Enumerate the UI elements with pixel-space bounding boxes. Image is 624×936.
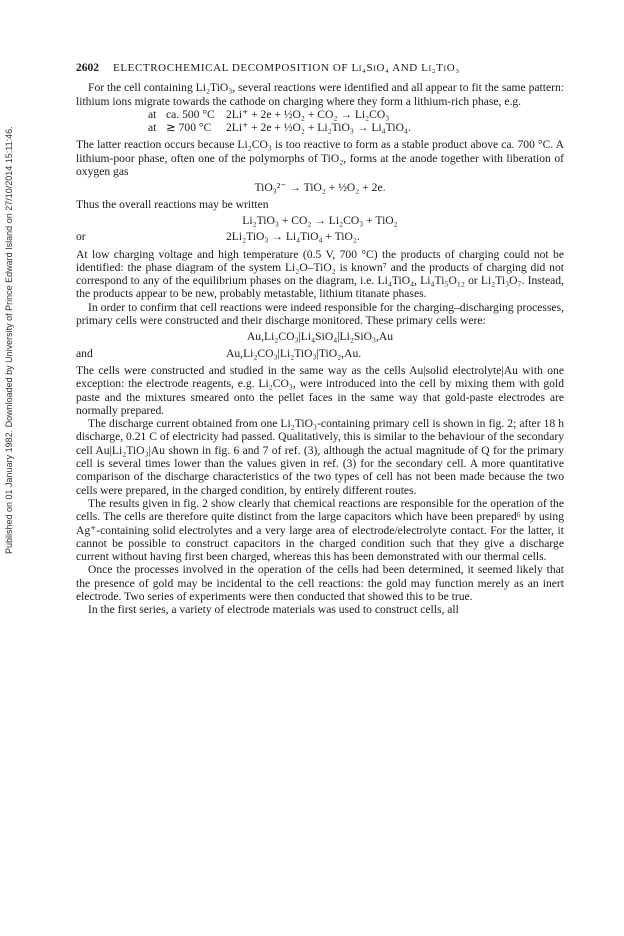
reaction-2-temp: ≳ 700 °C <box>166 121 212 135</box>
reaction-4: Li₂TiO₃ + CO₂ → Li₂CO₃ + TiO₂ <box>242 213 398 227</box>
reaction-5 <box>76 230 564 243</box>
paragraph-1: For the cell containing Li₂TiO₃, several reactions were identified and all appear to fit the same pattern: lithium ions migrate towards the cathode on charging where they form a lithium-rich phase, e.g. <box>76 81 564 108</box>
page-header <box>76 62 564 75</box>
reaction-2-formula: 2Li⁺ + 2e + ½O₂ + Li₂TiO₃ → Li₄TiO₄. <box>226 121 411 135</box>
page-number: 2602 <box>76 62 99 74</box>
paragraph-8: The results given in fig. 2 show clearly that chemical reactions are responsible for the operation of the cells. The cells are therefore quite distinct from the large capacitors which have been prepared⁶ by using Ag⁺-containing solid electrolytes and a very large area of electrode/electrolyte contact. For the latter, it cannot be possible to construct capacitors in the charged condition such that they give a discharge current without having first been charged, whereas this has been demonstrated with our thermal cells. <box>76 496 564 564</box>
paragraph-5: In order to confirm that cell reactions were indeed responsible for the charging–discharging processes, primary cells were constructed and their discharge monitored. These primary cells were: <box>76 300 564 328</box>
reaction-1-formula: 2Li⁺ + 2e + ½O₂ + CO₂ → Li₂CO₃ <box>226 107 390 121</box>
reaction-1 <box>76 108 564 121</box>
reaction-3: TiO₃²⁻ → TiO₂ + ½O₂ + 2e. <box>254 181 386 195</box>
reaction-5-label: or <box>76 230 86 244</box>
paragraph-10: In the first series, a variety of electrode materials was used to construct cells, all <box>88 603 459 617</box>
reaction-2 <box>76 121 564 134</box>
paragraph-2: The latter reaction occurs because Li₂CO₃ is too reactive to form as a stable product above ca. 700 °C. A lithium-poor phase, often one of the polymorphs of TiO₂, forms at the anode together with liberation of oxygen gas <box>76 138 564 179</box>
cell-2-label: and <box>76 346 93 360</box>
paragraph-3: Thus the overall reactions may be written <box>76 197 269 211</box>
reaction-1-at: at <box>148 107 157 121</box>
reaction-2-at: at <box>148 121 157 135</box>
reaction-5-formula: 2Li₂TiO₃ → Li₄TiO₄ + TiO₂. <box>226 230 360 244</box>
reaction-1-temp: ca. 500 °C <box>166 107 215 121</box>
paragraph-4: At low charging voltage and high temperature (0.5 V, 700 °C) the products of charging could not be identified: the phase diagram of the system Li₂O–TiO₂ is known⁷ and the products of charging did not correspond to any of the equilibrium phases on the diagram, i.e. Li₄TiO₄, Li₄Ti₅O₁₂ or Li₂Ti₃O₇. Instead, the products appear to be new, probably metastable, lithium titanate phases. <box>76 247 564 301</box>
cell-2 <box>76 347 564 360</box>
download-notice: Published on 01 January 1982. Downloaded by University of Prince Edward Island on 27/10/2014 15:11:46. <box>4 126 14 554</box>
running-title: ELECTROCHEMICAL DECOMPOSITION OF Li₄SiO₄ AND Li₂TiO₃ <box>113 62 460 74</box>
paragraph-7: The discharge current obtained from one Li₂TiO₃-containing primary cell is shown in fig. 2; after 18 h discharge, 0.21 C of electricity had passed. Qualitatively, this is similar to the behaviour of the secondary cell Au|Li₂TiO₃|Au shown in fig. 6 and 7 of ref. (3), although the actual magnitude of Q for the primary cell is several times lower than the values given in ref. (3) for the secondary cell. A more quantitative comparison of the discharge characteristics of the two types of cell has not been made because the two cells were prepared, in the charged condition, by entirely different routes. <box>76 417 564 497</box>
page-body <box>76 62 564 617</box>
cell-2-formula: Au,Li₂CO₃|Li₂TiO₃|TiO₂,Au. <box>226 346 362 360</box>
paragraph-9: Once the processes involved in the operation of the cells had been determined, it seemed likely that the presence of gold may be incidental to the cell reactions: the gold may function merely as an inert electrode. Two series of experiments were then conducted that showed this to be true. <box>76 563 564 603</box>
paragraph-6: The cells were constructed and studied in the same way as the cells Au|solid electrolyte|Au with one exception: the electrode reagents, e.g. Li₂CO₃, were introduced into the cell by mixing them with gold paste and the mixtures smeared onto the pellet faces in the same way that gold-paste electrodes are normally prepared. <box>76 363 564 417</box>
cell-1: Au,Li₂CO₃|Li₄SiO₄|Li₂SiO₃,Au <box>246 330 394 344</box>
